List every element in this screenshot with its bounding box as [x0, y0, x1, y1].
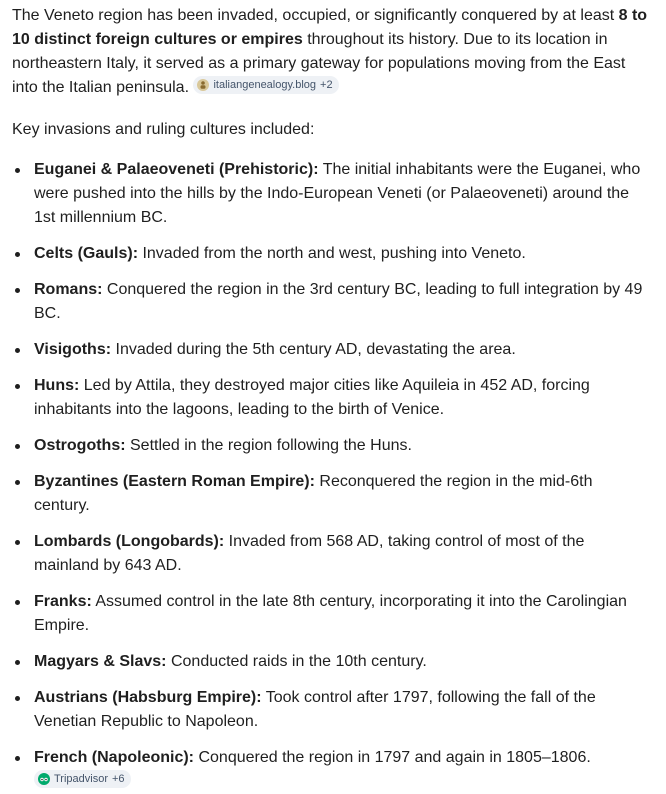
source-chip-tripadvisor[interactable]	[34, 770, 131, 788]
bullet-icon	[15, 696, 20, 701]
bullet-icon	[15, 540, 20, 545]
list-item-text: Reconquered the region in the mid-6th century.	[34, 473, 593, 514]
list-item	[12, 374, 652, 422]
list-item-title: French (Napoleonic):	[34, 749, 195, 766]
source-chip-count: +2	[320, 79, 333, 91]
bullet-icon	[15, 252, 20, 257]
list-item-text: Invaded from 568 AD, taking control of most of the mainland by 643 AD.	[34, 533, 585, 574]
bullet-icon	[15, 756, 20, 761]
list-item-text: Invaded during the 5th century AD, devastating the area.	[111, 341, 516, 358]
list-item-title: Franks:	[34, 593, 92, 610]
list-item	[12, 158, 652, 230]
bullet-icon	[15, 348, 20, 353]
invasions-list	[12, 158, 652, 794]
bullet-icon	[15, 600, 20, 605]
list-item-text: The initial inhabitants were the Euganei, who were pushed into the hills by the Indo-European Veneti (or Palaeoveneti) around the 1st millennium BC.	[34, 161, 641, 226]
list-item-text: Took control after 1797, following the fall of the Venetian Republic to Napoleon.	[34, 689, 596, 730]
list-item	[12, 746, 652, 794]
bullet-icon	[15, 384, 20, 389]
source-chip-count: +6	[112, 773, 125, 785]
list-item-title: Visigoths:	[34, 341, 112, 358]
list-item-title: Huns:	[34, 377, 80, 394]
list-item-text: Conducted raids in the 10th century.	[166, 653, 427, 670]
list-item-title: Austrians (Habsburg Empire):	[34, 689, 262, 706]
list-item-title: Romans:	[34, 281, 103, 298]
bullet-icon	[15, 444, 20, 449]
bullet-icon	[15, 480, 20, 485]
list-item-title: Byzantines (Eastern Roman Empire):	[34, 473, 315, 490]
list-item-text: Invaded from the north and west, pushing into Veneto.	[138, 245, 526, 262]
source-chip-label: Tripadvisor	[54, 773, 108, 785]
list-item-text: Assumed control in the late 8th century, incorporating it into the Carolingian Empire.	[34, 593, 627, 634]
tripadvisor-icon	[38, 773, 50, 785]
bullet-icon	[15, 168, 20, 173]
source-chip-label: italiangenealogy.blog	[213, 79, 317, 91]
list-item	[12, 590, 652, 638]
intro-bold-text: 8 to 10 distinct foreign cultures or empires	[12, 7, 648, 48]
list-item-title: Lombards (Longobards):	[34, 533, 225, 550]
bullet-icon	[15, 660, 20, 665]
source-chip-italiangenealogy[interactable]	[193, 76, 338, 94]
list-item-title: Celts (Gauls):	[34, 245, 139, 262]
list-item-text: Settled in the region following the Huns.	[125, 437, 412, 454]
intro-text-before: The Veneto region has been invaded, occupied, or significantly conquered by at least	[12, 7, 619, 24]
list-item	[12, 242, 652, 266]
list-item	[12, 650, 652, 674]
list-item-text: Conquered the region in the 3rd century BC, leading to full integration by 49 BC.	[34, 281, 643, 322]
bullet-icon	[15, 288, 20, 293]
site-favicon-icon	[197, 79, 209, 91]
intro-text-after: throughout its history. Due to its location in northeastern Italy, it served as a primary gateway for populations moving from the East into the Italian peninsula.	[12, 31, 626, 96]
list-item	[12, 338, 652, 362]
list-item-text: Conquered the region in 1797 and again in 1805–1806.	[194, 749, 591, 766]
list-item-title: Ostrogoths:	[34, 437, 126, 454]
list-item	[12, 686, 652, 734]
list-item-title: Euganei & Palaeoveneti (Prehistoric):	[34, 161, 319, 178]
list-item-text: Led by Attila, they destroyed major cities like Aquileia in 452 AD, forcing inhabitants into the lagoons, leading to the birth of Venice.	[34, 377, 590, 418]
list-item-title: Magyars & Slavs:	[34, 653, 167, 670]
list-item	[12, 470, 652, 518]
intro-paragraph	[12, 4, 652, 100]
list-item	[12, 278, 652, 326]
list-lead-text: Key invasions and ruling cultures included:	[12, 121, 315, 138]
list-item	[12, 530, 652, 578]
list-item	[12, 434, 652, 458]
